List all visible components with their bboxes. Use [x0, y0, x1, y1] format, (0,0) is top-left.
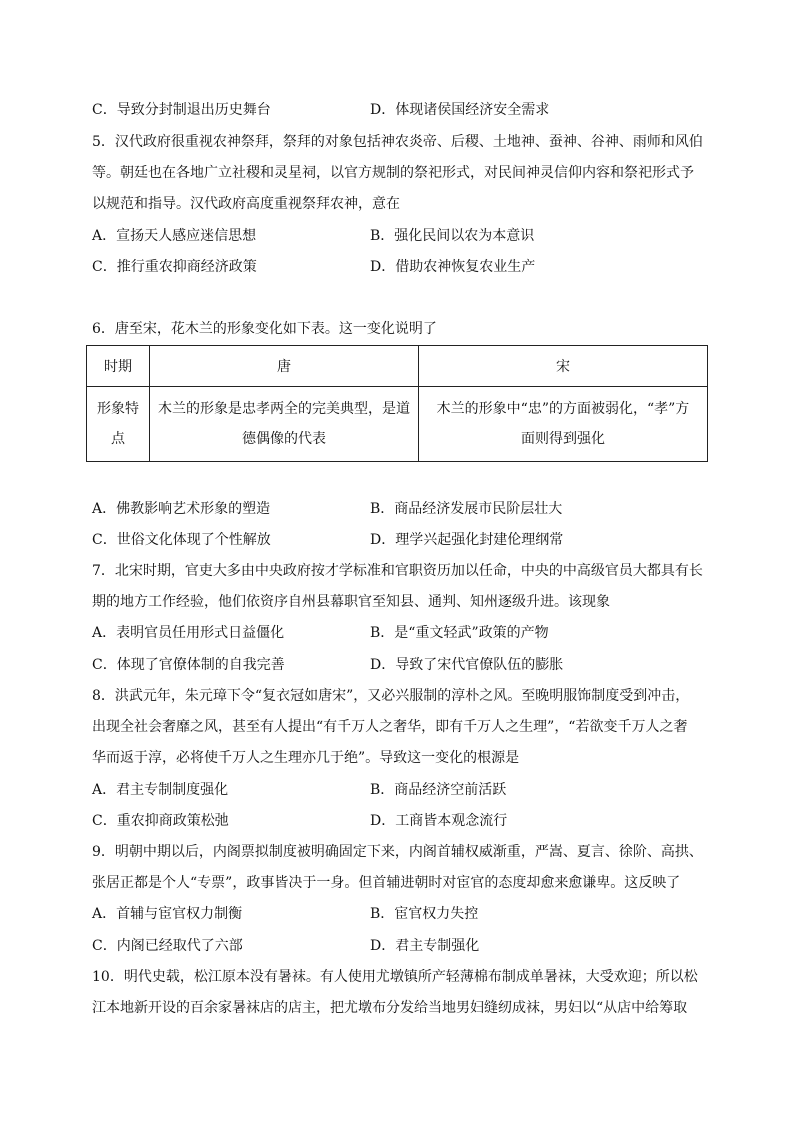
q5-stem-line1: 5．汉代政府很重视农神祭拜，祭拜的对象包括神农炎帝、后稷、土地神、蚕神、谷神、雨师和风伯 [92, 134, 703, 150]
q5-option-b: B．强化民间以农为本意识 [370, 228, 535, 244]
q4-option-d: D．体现诸侯国经济安全需求 [370, 102, 550, 118]
q6-option-b: B．商品经济发展市民阶层壮大 [370, 501, 563, 517]
q10-stem-line2: 江本地新开设的百余家暑袜店的店主，把尤墩布分发给当地男妇缝纫成袜，男妇以“从店中给筹取 [92, 1000, 688, 1016]
q8-stem-line3: 华而返于淳，必将使千万人之生理亦几于绝”。导致这一变化的根源是 [92, 750, 520, 766]
q6-table [86, 345, 708, 462]
q9-stem-line2: 张居正都是个人“专票”，政事皆决于一身。但首辅进朝时对宦官的态度却愈来愈谦卑。这反映了 [92, 875, 681, 891]
q9-option-a: A．首辅与宦官权力制衡 [92, 906, 243, 922]
q5-stem-line2: 等。朝廷也在各地广立社稷和灵星祠，以官方规制的祭祀形式，对民间神灵信仰内容和祭祀形式予 [92, 165, 694, 181]
q5-option-a: A．宣扬天人感应迷信思想 [92, 228, 257, 244]
q6-option-c: C．世俗文化体现了个性解放 [92, 532, 271, 548]
table-row-label: 形象特 点 [87, 387, 150, 462]
q9-option-c: C．内阁已经取代了六部 [92, 938, 243, 954]
table-cell-tang: 木兰的形象是忠孝两全的完美典型，是道 德偶像的代表 [150, 387, 419, 462]
table-cell-song: 木兰的形象中“忠”的方面被弱化，“孝”方 面则得到强化 [419, 387, 708, 462]
q10-stem-line1: 10．明代史载，松江原本没有暑袜。有人使用尤墩镇所产轻薄棉布制成单暑袜，大受欢迎；所以松 [92, 969, 698, 985]
q5-stem-line3: 以规范和指导。汉代政府高度重视祭拜农神，意在 [92, 196, 400, 212]
table-header-period: 时期 [87, 346, 150, 387]
table-header-song: 宋 [419, 346, 708, 387]
q6-option-a: A．佛教影响艺术形象的塑造 [92, 501, 271, 517]
q9-stem-line1: 9．明朝中期以后，内阁票拟制度被明确固定下来，内阁首辅权威渐重，严嵩、夏言、徐阶、高拱、 [92, 844, 703, 860]
q6-option-d: D．理学兴起强化封建伦理纲常 [370, 532, 564, 548]
q9-option-b: B．宦官权力失控 [370, 906, 479, 922]
q4-option-c: C．导致分封制退出历史舞台 [92, 102, 271, 118]
q8-option-a: A．君主专制制度强化 [92, 782, 229, 798]
q8-stem-line1: 8．洪武元年，朱元璋下令“复衣冠如唐宋”，又必兴服制的淳朴之风。至晚明服饰制度受到冲击， [92, 688, 690, 704]
table-header-tang: 唐 [150, 346, 419, 387]
q7-option-b: B．是“重文轻武”政策的产物 [370, 625, 549, 641]
q7-stem-line2: 期的地方工作经验，他们依资序自州县幕职官至知县、通判、知州逐级升进。该现象 [92, 594, 610, 610]
q7-option-c: C．体现了官僚体制的自我完善 [92, 657, 285, 673]
q8-option-c: C．重农抑商政策松弛 [92, 813, 229, 829]
q6-stem: 6．唐至宋，花木兰的形象变化如下表。这一变化说明了 [92, 321, 437, 337]
q5-option-d: D．借助农神恢复农业生产 [370, 259, 536, 275]
q9-option-d: D．君主专制强化 [370, 938, 480, 954]
q7-option-d: D．导致了宋代官僚队伍的膨胀 [370, 657, 564, 673]
q7-option-a: A．表明官员任用形式日益僵化 [92, 625, 285, 641]
q8-option-b: B．商品经济空前活跃 [370, 782, 507, 798]
q7-stem-line1: 7．北宋时期，官吏大多由中央政府按才学标准和官职资历加以任命，中央的中高级官员大都具有长 [92, 563, 703, 579]
q5-option-c: C．推行重农抑商经济政策 [92, 259, 257, 275]
q8-stem-line2: 出现全社会奢靡之风，甚至有人提出“有千万人之奢华，即有千万人之生理”，“若欲变千万人之奢 [92, 719, 688, 735]
q8-option-d: D．工商皆本观念流行 [370, 813, 508, 829]
